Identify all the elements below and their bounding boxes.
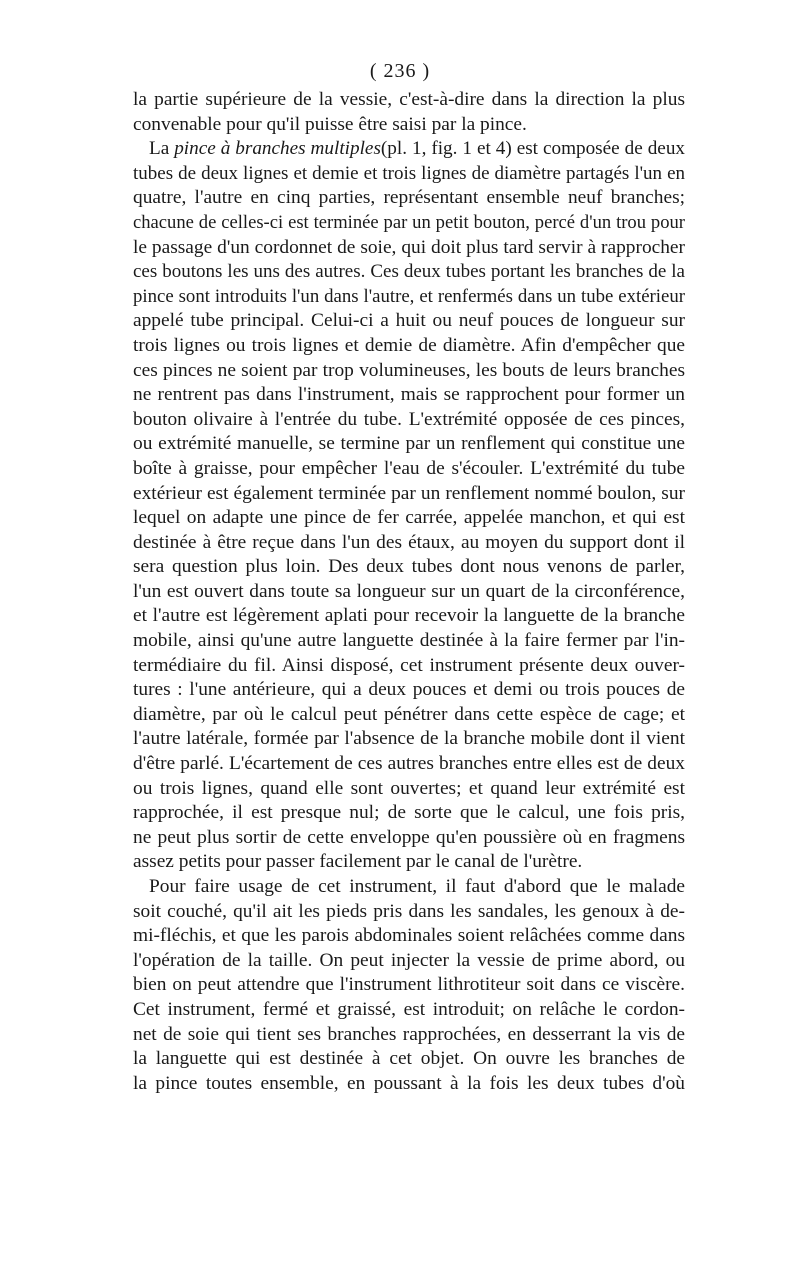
text-line: la languette qui est destinée à cet objet. On ouvre les branches de — [133, 1048, 685, 1070]
text-run: La — [149, 138, 175, 160]
text-line: boîte à graisse, pour empêcher l'eau de s'écouler. L'extrémité du tube — [133, 457, 685, 479]
italic-term: pince à branches multiples — [174, 138, 381, 160]
text-line: mi-fléchis, et que les parois abdominales soient relâchées comme dans — [133, 925, 685, 947]
text-line: destinée à être reçue dans l'un des étaux, au moyen du support dont il — [133, 531, 685, 553]
text-line: extérieur est également terminée par un renflement nommé boulon, sur — [133, 482, 685, 504]
text-line — [133, 137, 685, 162]
text-line: diamètre, par où le calcul peut pénétrer dans cette espèce de cage; et — [133, 703, 685, 725]
text-line: la pince toutes ensemble, en poussant à la fois les deux tubes d'où — [133, 1072, 685, 1094]
text-line: lequel on adapte une pince de fer carrée, appelée manchon, et qui est — [133, 507, 685, 529]
text-line: ou extrémité manuelle, se termine par un renflement qui constitue une — [133, 433, 685, 455]
text-line: soit couché, qu'il ait les pieds pris dans les sandales, les genoux à de- — [133, 900, 685, 922]
text-line: d'être parlé. L'écartement de ces autres branches entre elles est de deux — [133, 753, 685, 775]
text-line: l'un est ouvert dans toute sa longueur sur un quart de la circonférence, — [133, 580, 685, 602]
text-line: termédiaire du fil. Ainsi disposé, cet instrument présente deux ouver- — [133, 654, 685, 676]
text-line: trois lignes ou trois lignes et demie de diamètre. Afin d'empêcher que — [133, 334, 685, 356]
text-line: ou trois lignes, quand elle sont ouvertes; et quand leur extrémité est — [133, 777, 685, 799]
text-line: sera question plus loin. Des deux tubes dont nous venons de parler, — [133, 556, 685, 578]
text-line: Cet instrument, fermé et graissé, est introduit; on relâche le cordon- — [133, 998, 685, 1020]
text-line: chacune de celles-ci est terminée par un petit bouton, percé d'un trou pour — [133, 211, 685, 233]
text-line: l'autre latérale, formée par l'absence de la branche mobile dont il vient — [133, 728, 685, 750]
text-line: net de soie qui tient ses branches rapprochées, en desserrant la vis de — [133, 1023, 685, 1045]
text-run: (pl. 1, fig. 1 et 4) est composée de deux — [380, 138, 686, 160]
text-line: assez petits pour passer facilement par le canal de l'urètre. — [133, 851, 583, 873]
text-line: et l'autre est légèrement aplati pour recevoir la languette de la branche — [133, 605, 685, 627]
text-line: rapprochée, il est presque nul; de sorte que le calcul, une fois pris, — [133, 802, 685, 824]
body-text — [133, 88, 685, 1096]
text-line: appelé tube principal. Celui-ci a huit ou neuf pouces de longueur sur — [133, 310, 685, 332]
text-line: la partie supérieure de la vessie, c'est-à-dire dans la direction la plus — [133, 89, 685, 110]
text-line: tubes de deux lignes et demie et trois lignes de diamètre partagés l'un en — [133, 162, 685, 184]
text-line: ne peut plus sortir de cette enveloppe qu'en poussière où en fragmens — [133, 826, 685, 848]
text-line: bien on peut attendre que l'instrument lithrotiteur soit dans ce viscère. — [133, 974, 685, 996]
text-line: l'opération de la taille. On peut injecter la vessie de prime abord, ou — [133, 949, 685, 971]
text-line: pince sont introduits l'un dans l'autre, et renfermés dans un tube extérieur — [133, 285, 685, 307]
text-line: le passage d'un cordonnet de soie, qui doit plus tard servir à rapprocher — [133, 236, 685, 258]
text-line: mobile, ainsi qu'une autre languette destinée à la faire fermer par l'in- — [133, 630, 685, 652]
text-line: convenable pour qu'il puisse être saisi par la pince. — [133, 113, 527, 135]
page-number: ( 236 ) — [369, 60, 431, 82]
text-line: ne rentrent pas dans l'instrument, mais se rapprochent pour former un — [133, 384, 685, 406]
text-line: tures : l'une antérieure, qui a deux pouces et demi ou trois pouces de — [133, 679, 685, 701]
text-line: ces pinces ne soient par trop volumineuses, les bouts de leurs branches — [133, 359, 685, 381]
text-line: ces boutons les uns des autres. Ces deux tubes portant les branches de la — [133, 261, 685, 283]
text-line: bouton olivaire à l'entrée du tube. L'extrémité opposée de ces pinces, — [133, 408, 685, 430]
text-line: quatre, l'autre en cinq parties, représentant ensemble neuf branches; — [133, 187, 685, 209]
text-line: Pour faire usage de cet instrument, il faut d'abord que le malade — [149, 876, 685, 897]
